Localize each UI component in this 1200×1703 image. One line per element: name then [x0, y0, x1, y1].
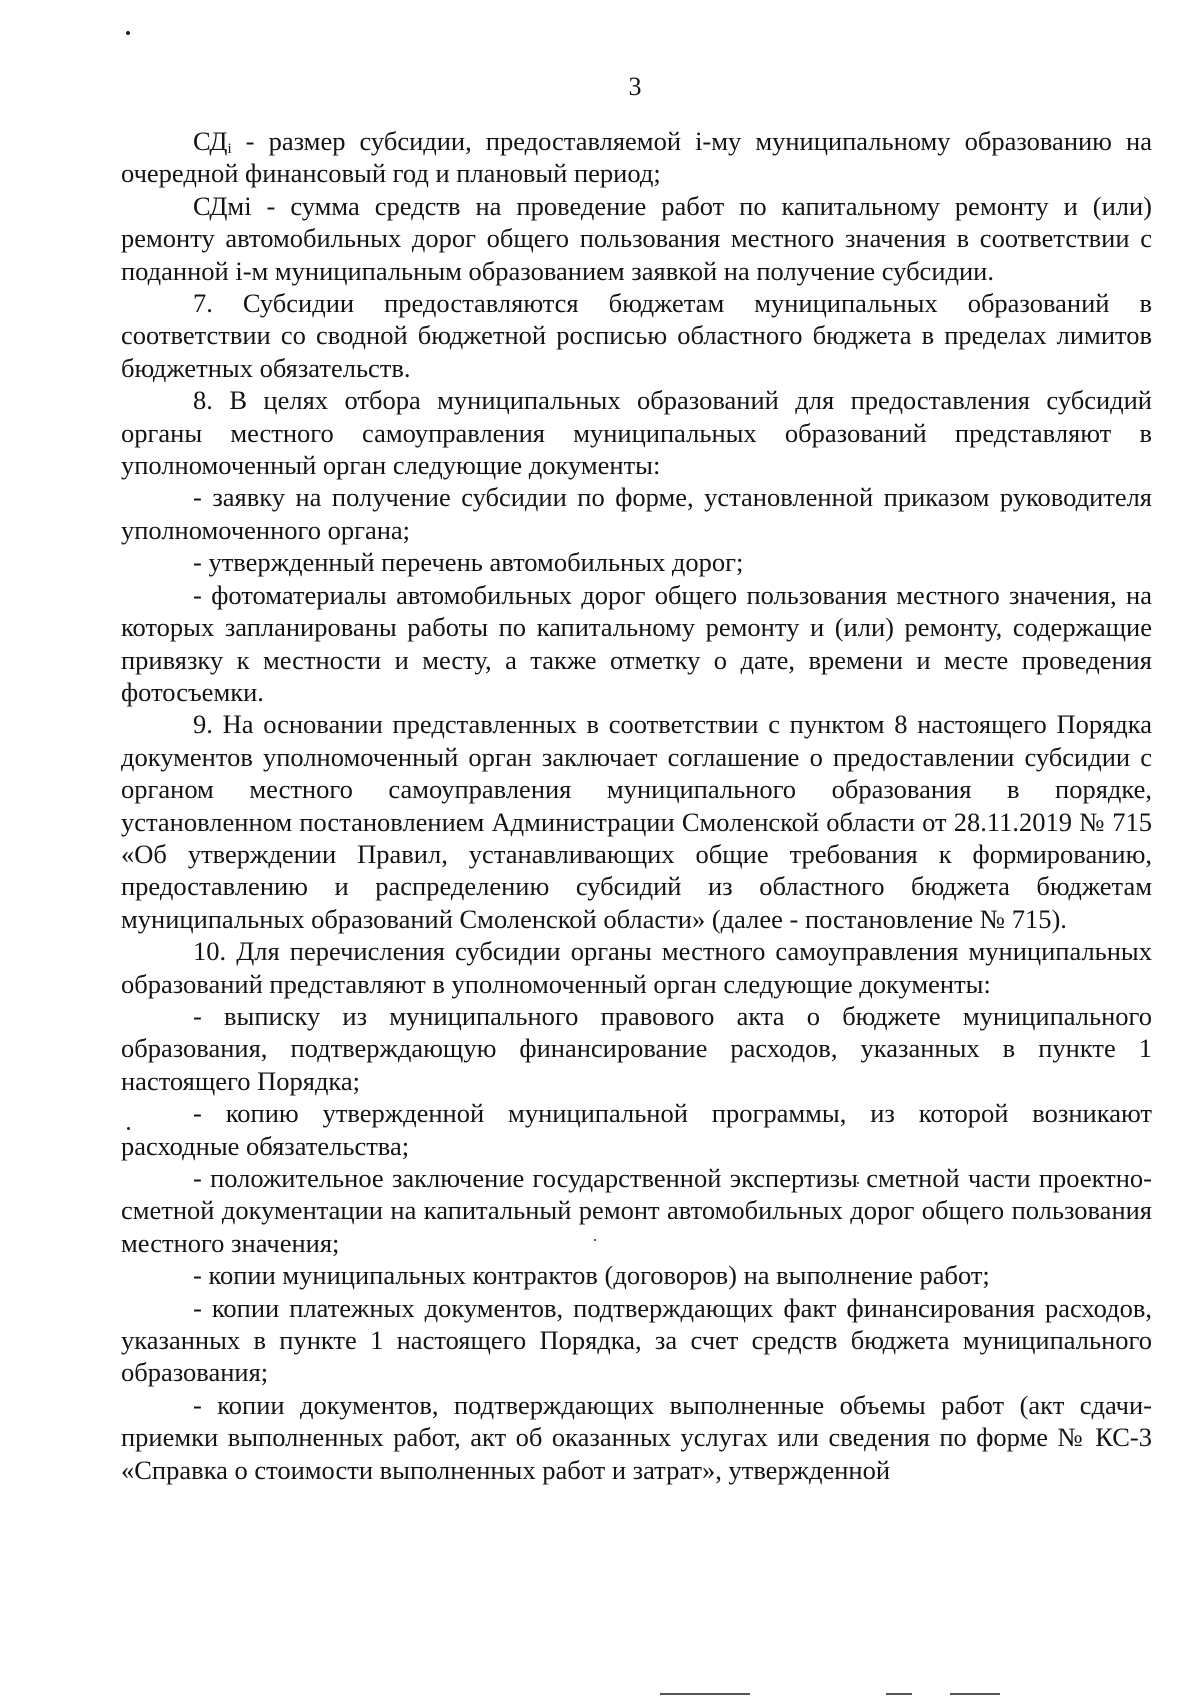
definition-sd-i: [121, 125, 1152, 190]
clause-8-item-photos: - фотоматериалы автомобильных дорог общего пользования местного значения, на которых запланированы работы по капитальному ремонту и (или) ремонту, содержащие привязку к местности и месту, а также отметку о дате, времени и месте проведения фотосъемки.: [121, 579, 1152, 707]
definition-sdm-i: СДмi - сумма средств на проведение работ по капитальному ремонту и (или) ремонту автомобильных дорог общего пользования местного значения в соответствии с поданной i-м муниципальным образованием заявкой на получение субсидии.: [121, 190, 1152, 286]
clause-10: 10. Для перечисления субсидии органы местного самоуправления муниципальных образований представляют в уполномоченный орган следующие документы:: [121, 936, 1152, 999]
clause-8-item-road-list: - утвержденный перечень автомобильных дорог;: [193, 547, 744, 578]
clause-8: 8. В целях отбора муниципальных образований для предоставления субсидий органы местного самоуправления муниципальных образований представляют в уполномоченный орган следующие документы:: [121, 385, 1152, 481]
clause-10-item-budget-extract: - выписку из муниципального правового акта о бюджете муниципального образования, подтверждающую финансирование расходов, указанных в пункте 1 настоящего Порядка;: [121, 1000, 1152, 1096]
scan-line: [660, 1693, 750, 1695]
clause-10-item-program-copy: - копию утвержденной муниципальной программы, из которой возникают расходные обязательства;: [121, 1098, 1152, 1161]
document-body: [121, 125, 1152, 1486]
clause-10-item-expertise: - положительное заключение государственной экспертизы сметной части проектно-сметной документации на капитальный ремонт автомобильных дорог общего пользования местного значения;: [121, 1163, 1152, 1258]
term-sd: СД: [193, 126, 228, 156]
definition-text: - размер субсидии, предоставляемой i-му муниципальному образованию на очередной финансовый год и плановый период;: [121, 126, 1152, 189]
clause-10-item-acts: - копии документов, подтверждающих выполненные объемы работ (акт сдачи-приемки выполненных работ, акт об оказанных услугах или сведения по форме № КС-3 «Справка о стоимости выполненных работ и затрат», утвержденной: [121, 1389, 1152, 1485]
scan-speck: [126, 31, 130, 35]
term-subscript: i: [227, 141, 232, 157]
scan-line: [950, 1693, 1000, 1695]
clause-10-item-contracts: - копии муниципальных контрактов (договоров) на выполнение работ;: [193, 1260, 990, 1291]
clause-7: 7. Субсидии предоставляются бюджетам муниципальных образований в соответствии со сводной бюджетной росписью областного бюджета в пределах лимитов бюджетных обязательств.: [121, 288, 1152, 383]
clause-8-item-application: - заявку на получение субсидии по форме, установленной приказом руководителя уполномоченного органа;: [121, 482, 1152, 545]
page-number: 3: [628, 72, 642, 101]
clause-9: 9. На основании представленных в соответствии с пунктом 8 настоящего Порядка документов уполномоченный орган заключает соглашение о предоставлении субсидии с органом местного самоуправления муниципального образования в порядке, установленном постановлением Администрации Смоленской области от 28.11.2019 № 715 «Об утверждении Правил, устанавливающих общие требования к формированию, предоставлению и распределению субсидий из областного бюджета бюджетам муниципальных образований Смоленской области» (далее - постановление № 715).: [121, 709, 1152, 934]
clause-10-item-payments: - копии платежных документов, подтверждающих факт финансирования расходов, указанных в пункте 1 настоящего Порядка, за счет средств бюджета муниципального образования;: [121, 1292, 1152, 1388]
scan-line: [886, 1693, 912, 1695]
